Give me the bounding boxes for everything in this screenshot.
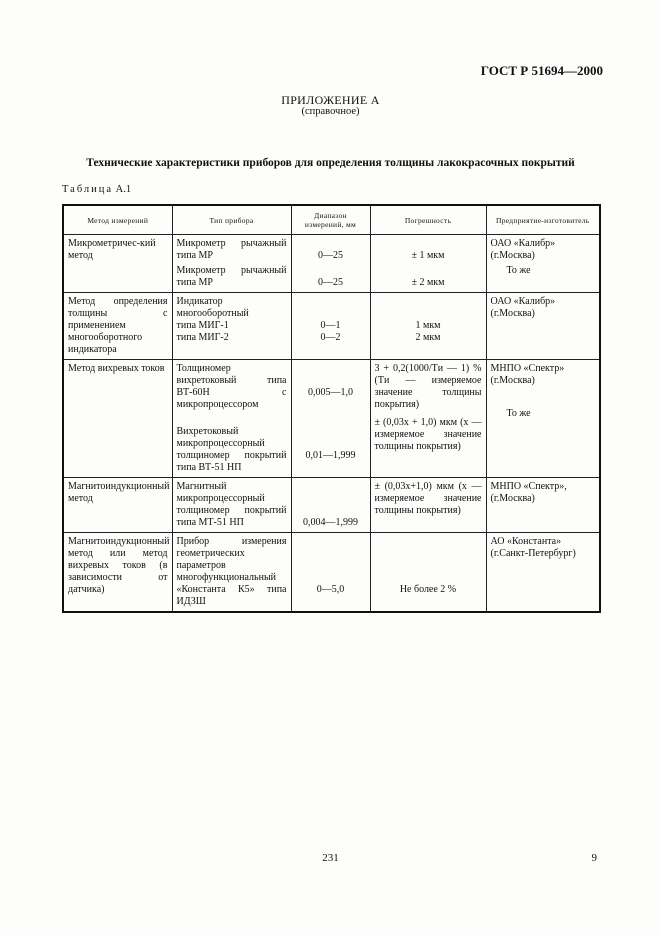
- error-cell: 1 мкм 2 мкм: [370, 293, 486, 360]
- method-cell: Метод вихревых токов: [63, 360, 172, 478]
- table-row: [63, 478, 600, 533]
- error-cell: 3 + 0,2(1000/Tи — 1) % (Tи — измеряемое значение толщины покрытия) ± (0,03x + 1,0) мкм (x — измеряемое значение толщины покрытия): [370, 360, 486, 478]
- device-cell: Толщиномер вихретоковый типа ВТ-60Н с микропроцессором Вихретоковый микропроцессорный толщиномер покрытий типа ВТ-51 НП: [172, 360, 291, 478]
- device-cell: Микрометр рычажный типа МР Микрометр рычажный типа МР: [172, 235, 291, 293]
- appendix-title: ПРИЛОЖЕНИЕ А: [281, 93, 380, 107]
- range-cell: 0—25 0—25: [291, 235, 370, 293]
- device-cell: Индикатор многооборотный типа МИГ-1 типа МИГ-2: [172, 293, 291, 360]
- column-header: Предприятие-изготовитель: [486, 205, 600, 235]
- column-header: Погрешность: [370, 205, 486, 235]
- maker-cell: МНПО «Спектр» (г.Москва) То же: [486, 360, 600, 478]
- table-row: [63, 293, 600, 360]
- method-cell: Микрометричес-кий метод: [63, 235, 172, 293]
- table-caption-number: А.1: [115, 184, 132, 195]
- table-caption: [62, 184, 131, 195]
- error-cell: Не более 2 %: [370, 533, 486, 613]
- document-title: Технические характеристики приборов для определения толщины лакокрасочных покрытий: [86, 157, 575, 169]
- specs-table: [62, 204, 601, 613]
- device-cell: Магнитный микропроцессорный толщиномер покрытий типа МТ-51 НП: [172, 478, 291, 533]
- table-row: [63, 533, 600, 613]
- method-cell: Метод определения толщины с применением многооборотного индикатора: [63, 293, 172, 360]
- sheet-number: 9: [591, 852, 597, 864]
- range-cell: 0,005—1,0 0,01—1,999: [291, 360, 370, 478]
- range-cell: 0,004—1,999: [291, 478, 370, 533]
- error-cell: ± 1 мкм ± 2 мкм: [370, 235, 486, 293]
- method-cell: Магнитоиндукционный метод: [63, 478, 172, 533]
- page-number: 231: [322, 852, 339, 864]
- error-cell: ± (0,03x+1,0) мкм (x — измеряемое значение толщины покрытия): [370, 478, 486, 533]
- table-row: [63, 360, 600, 478]
- method-cell: Магнитоиндукционный метод или метод вихревых токов (в зависимости от датчика): [63, 533, 172, 613]
- column-header: Тип прибора: [172, 205, 291, 235]
- table-caption-word: Таблица: [62, 184, 114, 195]
- appendix-subtitle: (справочное): [301, 106, 360, 117]
- range-cell: 0—5,0: [291, 533, 370, 613]
- document-code: ГОСТ Р 51694—2000: [480, 63, 603, 78]
- device-cell: Прибор измерения геометрических параметров многофункциональный «Константа К5» типа ИДЗШ: [172, 533, 291, 613]
- maker-cell: ОАО «Калибр» (г.Москва) То же: [486, 235, 600, 293]
- maker-cell: МНПО «Спектр», (г.Москва): [486, 478, 600, 533]
- column-header: Метод измерений: [63, 205, 172, 235]
- range-cell: 0—1 0—2: [291, 293, 370, 360]
- table-row: [63, 235, 600, 293]
- column-header: Диапазон измерений, мм: [291, 205, 370, 235]
- table-header-row: [63, 205, 600, 235]
- maker-cell: АО «Константа» (г.Санкт-Петербург): [486, 533, 600, 613]
- maker-cell: ОАО «Калибр» (г.Москва): [486, 293, 600, 360]
